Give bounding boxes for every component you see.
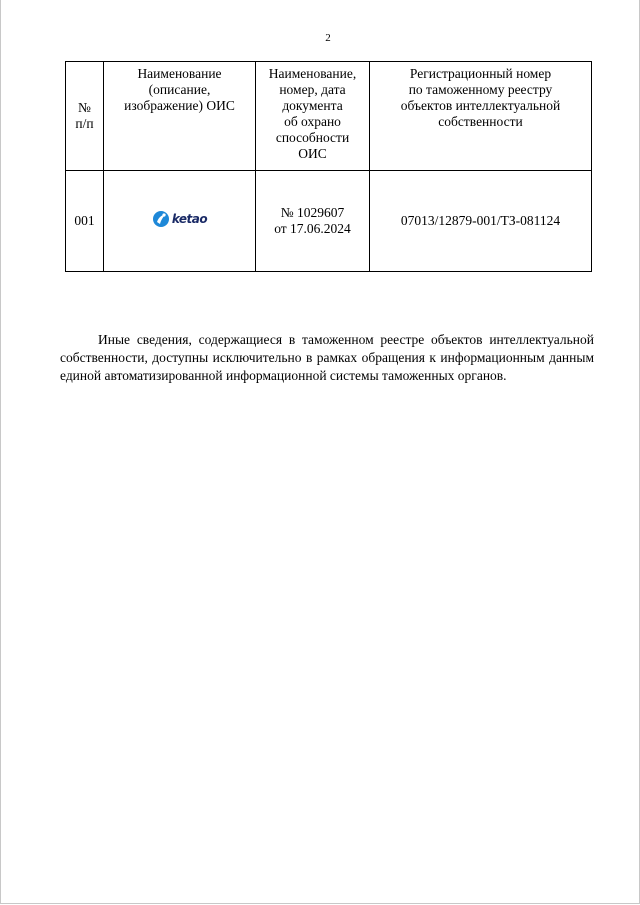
header-document: Наименование, номер, дата документа об охрано способности ОИС bbox=[256, 62, 370, 171]
page-number: 2 bbox=[325, 32, 331, 44]
info-paragraph: Иные сведения, содержащиеся в таможенном реестре объектов интеллектуальной собственности, доступны исключительно в рамках обращения к информационным данным единой автоматизированной информационной системы таможенных органов. bbox=[60, 332, 594, 383]
header-reg-number: Регистрационный номер по таможенному реестру объектов интеллектуальной собственности bbox=[370, 62, 592, 171]
cell-document: № 1029607 от 17.06.2024 bbox=[256, 171, 370, 272]
table-row bbox=[66, 171, 592, 272]
cell-index: 001 bbox=[66, 171, 104, 272]
ois-table bbox=[65, 61, 592, 272]
ketao-logo bbox=[152, 210, 207, 228]
cell-reg-number: 07013/12879-001/ТЗ-081124 bbox=[370, 171, 592, 272]
ketao-logo-icon bbox=[152, 210, 170, 228]
cell-ois-image bbox=[104, 171, 256, 272]
ketao-logo-text: ketao bbox=[171, 212, 208, 226]
header-ois-name: Наименование (описание, изображение) ОИС bbox=[104, 62, 256, 171]
table-header-row bbox=[66, 62, 592, 171]
header-index: № п/п bbox=[66, 62, 104, 171]
